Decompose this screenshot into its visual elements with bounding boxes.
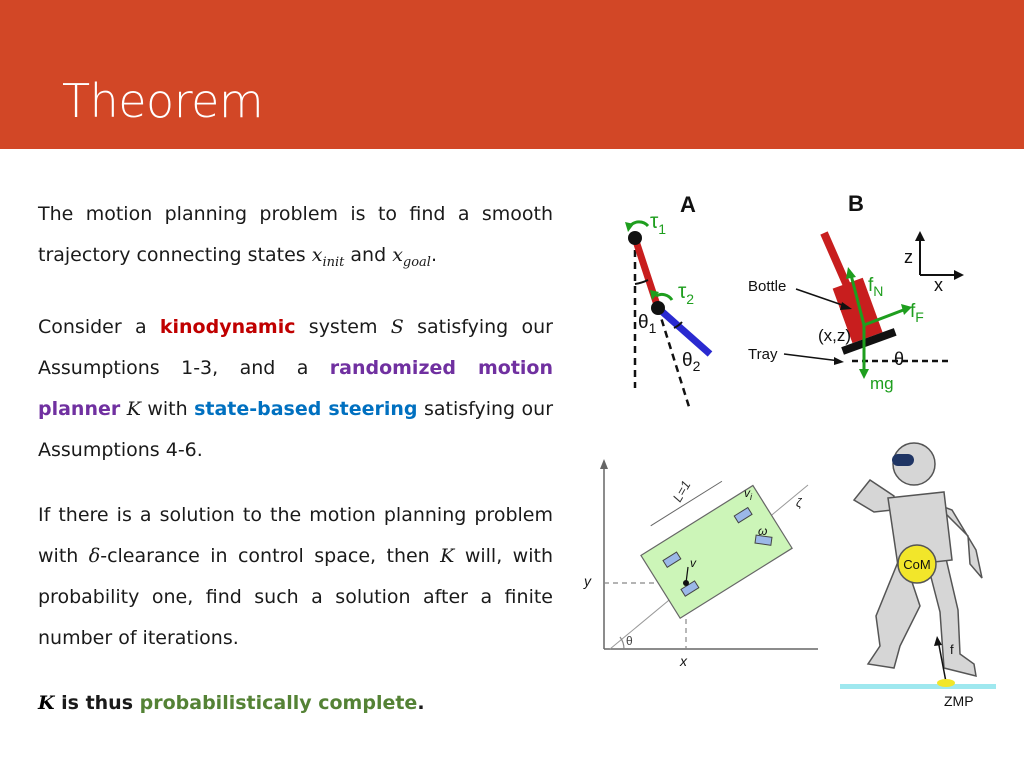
clearance-text-2: -clearance in control space, then — [100, 544, 441, 567]
fn-symbol: f — [868, 275, 874, 296]
clearance-text-1: If there is a solution to the motion planning problem with — [38, 503, 553, 567]
humanoid-robot-diagram — [828, 440, 1008, 715]
tau1-subscript: 1 — [658, 221, 667, 237]
theta2-label — [682, 350, 701, 374]
tau2-label — [678, 280, 694, 307]
force-arrowhead — [934, 636, 942, 646]
tau2-symbol: τ — [678, 280, 687, 303]
joint-1 — [628, 231, 642, 245]
panel-label-a: A — [680, 192, 696, 217]
joint-2 — [651, 301, 665, 315]
normal-force-arrowhead — [846, 267, 856, 279]
keyword-kinodynamic: kinodynamic — [159, 315, 296, 338]
gravity-label: mg — [870, 374, 894, 393]
tau1-label — [650, 210, 666, 237]
clearance-text-3: will, with probability one, find such a solution after a finite number of iterations. — [38, 544, 553, 649]
body-text — [38, 194, 553, 748]
ff-symbol: f — [910, 301, 916, 322]
symbol-delta: δ — [88, 544, 101, 567]
system-text-1: Consider a — [38, 315, 160, 338]
paragraph-system — [38, 307, 553, 471]
tau1-symbol: τ — [650, 210, 659, 233]
car-theta-label: θ — [626, 634, 633, 648]
figure-car-kinematics — [578, 455, 820, 670]
gravity-arrowhead — [859, 369, 869, 379]
x-init-subscript: init — [322, 254, 345, 270]
zmp-label: ZMP — [944, 693, 974, 709]
x-goal-symbol — [392, 244, 431, 270]
system-text-6: satisfying our Assumptions 4-6. — [38, 397, 554, 461]
tau2-subscript: 2 — [686, 291, 695, 307]
zmp-marker — [937, 679, 955, 687]
figure-bottle-tray — [740, 185, 980, 400]
link-1 — [635, 238, 658, 308]
car-kinematics-diagram — [578, 455, 820, 670]
theta1-subscript: 1 — [648, 320, 657, 336]
car-body-group — [630, 469, 792, 619]
x-value-label: x — [680, 653, 687, 669]
length-label: L=1 — [669, 477, 694, 505]
system-text-5: with — [140, 397, 195, 420]
panel-label-b: B — [848, 191, 864, 216]
symbol-K-2: K — [440, 544, 455, 567]
car-body — [641, 485, 792, 618]
theta1-symbol: θ — [638, 312, 649, 333]
position-label: (x,z) — [818, 326, 852, 345]
tray-pointer — [784, 354, 840, 361]
and-text: and — [344, 244, 393, 266]
theta2-subscript: 2 — [692, 358, 701, 374]
paragraph-clearance — [38, 495, 553, 659]
keyword-randomized-motion-planner: randomized motion planner — [38, 356, 553, 420]
ff-subscript: F — [915, 309, 924, 325]
tray-label: Tray — [748, 346, 778, 363]
theta2-symbol: θ — [682, 350, 693, 371]
x-axis-arrowhead — [954, 270, 964, 280]
omega-label: ω — [758, 524, 768, 538]
car-y-axis-arrowhead — [600, 459, 608, 469]
theta1-label — [638, 312, 657, 336]
left-arm — [854, 480, 894, 512]
fn-subscript: N — [873, 283, 884, 299]
force-label: f — [950, 642, 954, 657]
conclusion-text: is thus — [54, 691, 140, 714]
keyword-state-based-steering: state-based steering — [194, 397, 418, 420]
vi-symbol: v — [744, 486, 750, 500]
x-axis-label: x — [934, 275, 943, 295]
slide-title: Theorem — [62, 74, 264, 128]
bottle-label: Bottle — [748, 278, 787, 295]
y-value-label: y — [584, 573, 591, 589]
x-init-symbol — [311, 244, 345, 270]
paragraph-problem-end: . — [430, 244, 438, 266]
robot-visor — [892, 454, 914, 466]
symbol-K: K — [126, 397, 141, 420]
figure-humanoid-robot — [828, 440, 1008, 715]
x-goal-subscript: goal — [402, 254, 431, 270]
paragraph-problem-text: The motion planning problem is to find a smooth trajectory connecting states — [38, 203, 553, 266]
symbol-S: S — [390, 315, 404, 338]
x-goal-base: x — [392, 244, 403, 266]
bottle-tray-diagram — [740, 185, 980, 400]
com-label: CoM — [903, 557, 931, 572]
zeta-label: ζ — [796, 496, 802, 510]
z-axis-label: z — [904, 247, 913, 267]
tray-angle-label: θ — [894, 349, 905, 369]
figure-double-pendulum — [590, 180, 730, 420]
keyword-probabilistically-complete: probabilistically complete — [139, 691, 418, 714]
vi-subscript: i — [750, 492, 752, 502]
symbol-K-3: K — [38, 691, 55, 714]
floor-line — [840, 684, 996, 689]
system-text-3: satisfying our Assumptions 1-3, and a — [38, 315, 553, 379]
velocity-label: v — [690, 556, 696, 570]
conclusion-end: . — [417, 691, 425, 714]
friction-force-label — [910, 301, 924, 325]
normal-force-label — [868, 275, 883, 299]
double-pendulum-diagram — [590, 180, 730, 420]
z-axis-arrowhead — [915, 231, 925, 241]
paragraph-conclusion — [38, 683, 553, 724]
paragraph-problem — [38, 194, 553, 283]
tray-pointer-head — [834, 357, 844, 365]
system-text-2: system — [295, 315, 391, 338]
x-init-base: x — [311, 244, 323, 266]
